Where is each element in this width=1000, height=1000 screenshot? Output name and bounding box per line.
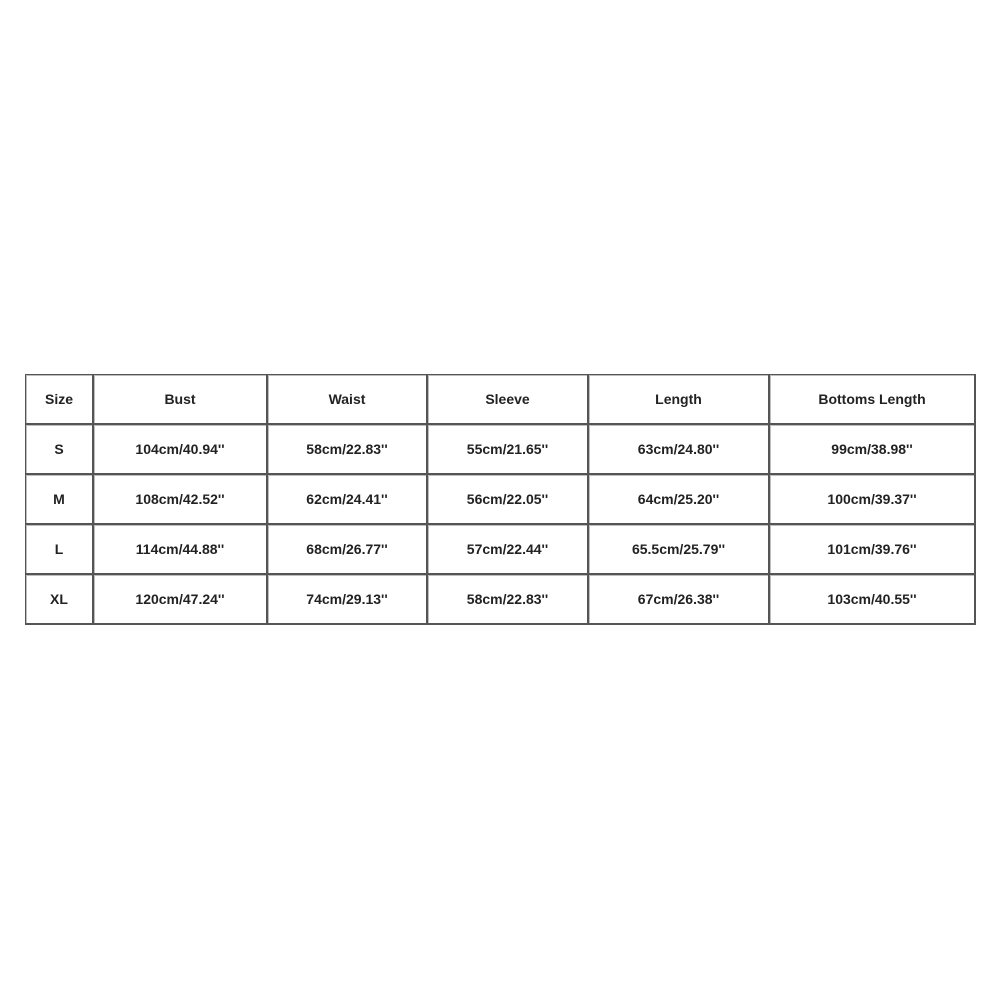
cell-size: L bbox=[26, 525, 94, 575]
cell-bust: 120cm/47.24'' bbox=[94, 575, 268, 625]
cell-sleeve: 56cm/22.05'' bbox=[428, 475, 589, 525]
cell-sleeve: 57cm/22.44'' bbox=[428, 525, 589, 575]
cell-waist: 62cm/24.41'' bbox=[268, 475, 428, 525]
table-row-xl bbox=[26, 575, 976, 625]
header-sleeve: Sleeve bbox=[428, 375, 589, 425]
size-chart-table bbox=[25, 374, 976, 625]
cell-bust: 114cm/44.88'' bbox=[94, 525, 268, 575]
cell-bust: 104cm/40.94'' bbox=[94, 425, 268, 475]
cell-length: 63cm/24.80'' bbox=[589, 425, 770, 475]
cell-size: M bbox=[26, 475, 94, 525]
table-row-s bbox=[26, 425, 976, 475]
cell-bust: 108cm/42.52'' bbox=[94, 475, 268, 525]
cell-size: XL bbox=[26, 575, 94, 625]
cell-size: S bbox=[26, 425, 94, 475]
cell-waist: 68cm/26.77'' bbox=[268, 525, 428, 575]
table-row-m bbox=[26, 475, 976, 525]
cell-length: 65.5cm/25.79'' bbox=[589, 525, 770, 575]
header-bust: Bust bbox=[94, 375, 268, 425]
cell-length: 64cm/25.20'' bbox=[589, 475, 770, 525]
cell-bottoms-length: 103cm/40.55'' bbox=[770, 575, 976, 625]
cell-sleeve: 58cm/22.83'' bbox=[428, 575, 589, 625]
header-length: Length bbox=[589, 375, 770, 425]
cell-length: 67cm/26.38'' bbox=[589, 575, 770, 625]
cell-waist: 74cm/29.13'' bbox=[268, 575, 428, 625]
table-header-row bbox=[26, 375, 976, 425]
header-size: Size bbox=[26, 375, 94, 425]
cell-sleeve: 55cm/21.65'' bbox=[428, 425, 589, 475]
cell-bottoms-length: 99cm/38.98'' bbox=[770, 425, 976, 475]
header-bottoms-length: Bottoms Length bbox=[770, 375, 976, 425]
cell-bottoms-length: 100cm/39.37'' bbox=[770, 475, 976, 525]
cell-waist: 58cm/22.83'' bbox=[268, 425, 428, 475]
header-waist: Waist bbox=[268, 375, 428, 425]
cell-bottoms-length: 101cm/39.76'' bbox=[770, 525, 976, 575]
table-row-l bbox=[26, 525, 976, 575]
